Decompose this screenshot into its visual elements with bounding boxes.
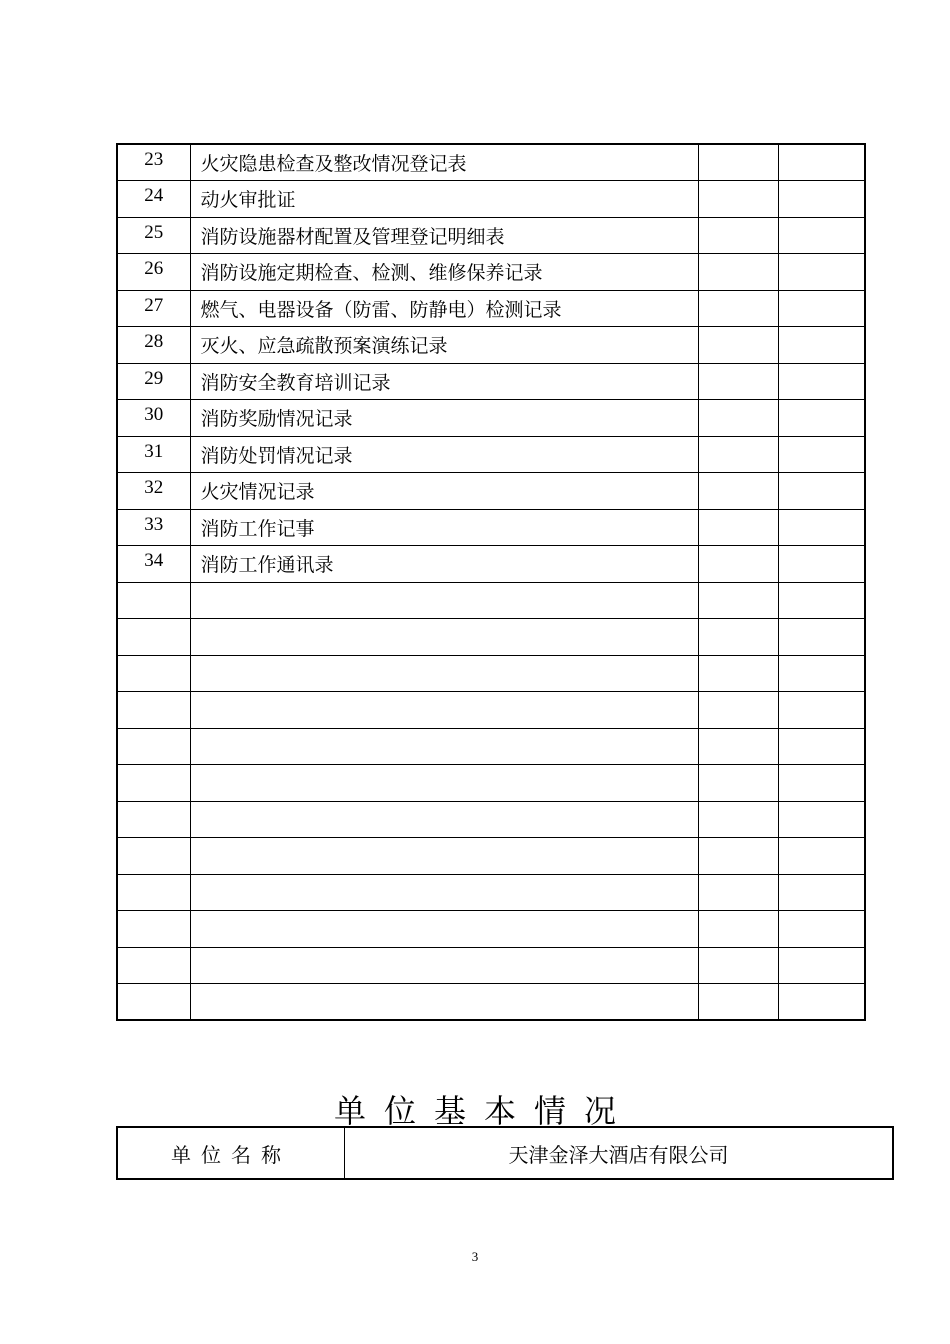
- record-name: 灭火、应急疏散预案演练记录: [190, 327, 698, 364]
- row-number: 30: [117, 400, 190, 437]
- table-row: [117, 363, 865, 400]
- unit-name-value: 天津金泽大酒店有限公司: [345, 1127, 894, 1179]
- table-row: [117, 400, 865, 437]
- record-name: 消防奖励情况记录: [190, 400, 698, 437]
- row-blank-cell: [778, 582, 865, 619]
- table-row: [117, 144, 865, 181]
- record-name: [190, 874, 698, 911]
- row-number: [117, 619, 190, 656]
- row-blank-cell: [698, 290, 778, 327]
- row-blank-cell: [778, 838, 865, 875]
- row-blank-cell: [778, 290, 865, 327]
- record-name: [190, 655, 698, 692]
- record-name: [190, 692, 698, 729]
- table-row: [117, 290, 865, 327]
- row-blank-cell: [698, 509, 778, 546]
- table-row: [117, 217, 865, 254]
- record-name: [190, 911, 698, 948]
- row-blank-cell: [698, 947, 778, 984]
- page-number: 3: [471, 1249, 479, 1264]
- record-name: [190, 984, 698, 1021]
- row-blank-cell: [698, 984, 778, 1021]
- table-row: [117, 436, 865, 473]
- record-index-body: [117, 144, 865, 1020]
- row-number: [117, 947, 190, 984]
- table-row: [117, 254, 865, 291]
- row-blank-cell: [698, 400, 778, 437]
- table-row: [117, 327, 865, 364]
- row-blank-cell: [778, 692, 865, 729]
- row-blank-cell: [778, 728, 865, 765]
- row-blank-cell: [698, 765, 778, 802]
- record-name: 火灾隐患检查及整改情况登记表: [190, 144, 698, 181]
- record-name: 消防设施器材配置及管理登记明细表: [190, 217, 698, 254]
- row-blank-cell: [698, 217, 778, 254]
- table-row: [117, 728, 865, 765]
- table-row: [117, 765, 865, 802]
- table-row: [117, 619, 865, 656]
- row-number: [117, 801, 190, 838]
- row-blank-cell: [698, 692, 778, 729]
- table-row: [117, 181, 865, 218]
- row-blank-cell: [778, 144, 865, 181]
- row-blank-cell: [778, 911, 865, 948]
- row-blank-cell: [778, 473, 865, 510]
- row-blank-cell: [778, 217, 865, 254]
- row-blank-cell: [698, 582, 778, 619]
- row-blank-cell: [698, 801, 778, 838]
- row-number: [117, 728, 190, 765]
- table-row: [117, 546, 865, 583]
- record-name: 消防安全教育培训记录: [190, 363, 698, 400]
- row-number: 26: [117, 254, 190, 291]
- row-number: 32: [117, 473, 190, 510]
- row-blank-cell: [778, 327, 865, 364]
- table-row: [117, 655, 865, 692]
- row-blank-cell: [698, 254, 778, 291]
- table-row: [117, 947, 865, 984]
- table-row: [117, 509, 865, 546]
- row-blank-cell: [698, 911, 778, 948]
- row-number: 28: [117, 327, 190, 364]
- row-number: [117, 984, 190, 1021]
- row-blank-cell: [778, 400, 865, 437]
- table-row: [117, 801, 865, 838]
- record-name: 火灾情况记录: [190, 473, 698, 510]
- row-blank-cell: [698, 619, 778, 656]
- unit-info-table: [116, 1126, 894, 1180]
- table-row: [117, 838, 865, 875]
- row-blank-cell: [698, 546, 778, 583]
- row-blank-cell: [698, 144, 778, 181]
- table-row: [117, 874, 865, 911]
- record-name: [190, 838, 698, 875]
- record-name: [190, 582, 698, 619]
- row-blank-cell: [698, 874, 778, 911]
- record-name: 消防设施定期检查、检测、维修保养记录: [190, 254, 698, 291]
- record-name: [190, 728, 698, 765]
- row-blank-cell: [698, 728, 778, 765]
- record-name: [190, 801, 698, 838]
- row-blank-cell: [778, 655, 865, 692]
- row-number: 29: [117, 363, 190, 400]
- row-number: [117, 874, 190, 911]
- row-number: [117, 911, 190, 948]
- unit-name-label: 单位名称: [117, 1127, 345, 1179]
- row-number: [117, 655, 190, 692]
- row-blank-cell: [778, 509, 865, 546]
- table-row: [117, 984, 865, 1021]
- row-blank-cell: [778, 436, 865, 473]
- record-name: [190, 619, 698, 656]
- row-number: 23: [117, 144, 190, 181]
- row-number: 25: [117, 217, 190, 254]
- row-number: 33: [117, 509, 190, 546]
- row-blank-cell: [698, 473, 778, 510]
- row-blank-cell: [698, 655, 778, 692]
- row-number: [117, 838, 190, 875]
- row-number: [117, 582, 190, 619]
- record-name: 消防工作通讯录: [190, 546, 698, 583]
- table-row: [117, 582, 865, 619]
- table-row: [117, 911, 865, 948]
- record-name: 消防工作记事: [190, 509, 698, 546]
- record-index-table: [116, 143, 866, 1021]
- row-number: 27: [117, 290, 190, 327]
- table-row: [117, 692, 865, 729]
- row-blank-cell: [778, 765, 865, 802]
- row-blank-cell: [778, 546, 865, 583]
- section-title: 单位基本情况: [333, 1092, 634, 1130]
- unit-name-row: [117, 1127, 893, 1179]
- row-blank-cell: [778, 874, 865, 911]
- record-name: 消防处罚情况记录: [190, 436, 698, 473]
- row-number: [117, 765, 190, 802]
- record-name: [190, 947, 698, 984]
- row-blank-cell: [778, 181, 865, 218]
- row-number: 24: [117, 181, 190, 218]
- row-number: 34: [117, 546, 190, 583]
- row-blank-cell: [778, 363, 865, 400]
- record-name: 动火审批证: [190, 181, 698, 218]
- record-name: 燃气、电器设备（防雷、防静电）检测记录: [190, 290, 698, 327]
- row-blank-cell: [778, 947, 865, 984]
- row-blank-cell: [698, 436, 778, 473]
- row-blank-cell: [778, 984, 865, 1021]
- row-blank-cell: [698, 327, 778, 364]
- row-blank-cell: [778, 254, 865, 291]
- row-blank-cell: [698, 181, 778, 218]
- table-row: [117, 473, 865, 510]
- record-name: [190, 765, 698, 802]
- row-number: 31: [117, 436, 190, 473]
- row-blank-cell: [778, 619, 865, 656]
- row-blank-cell: [778, 801, 865, 838]
- row-blank-cell: [698, 838, 778, 875]
- row-number: [117, 692, 190, 729]
- row-blank-cell: [698, 363, 778, 400]
